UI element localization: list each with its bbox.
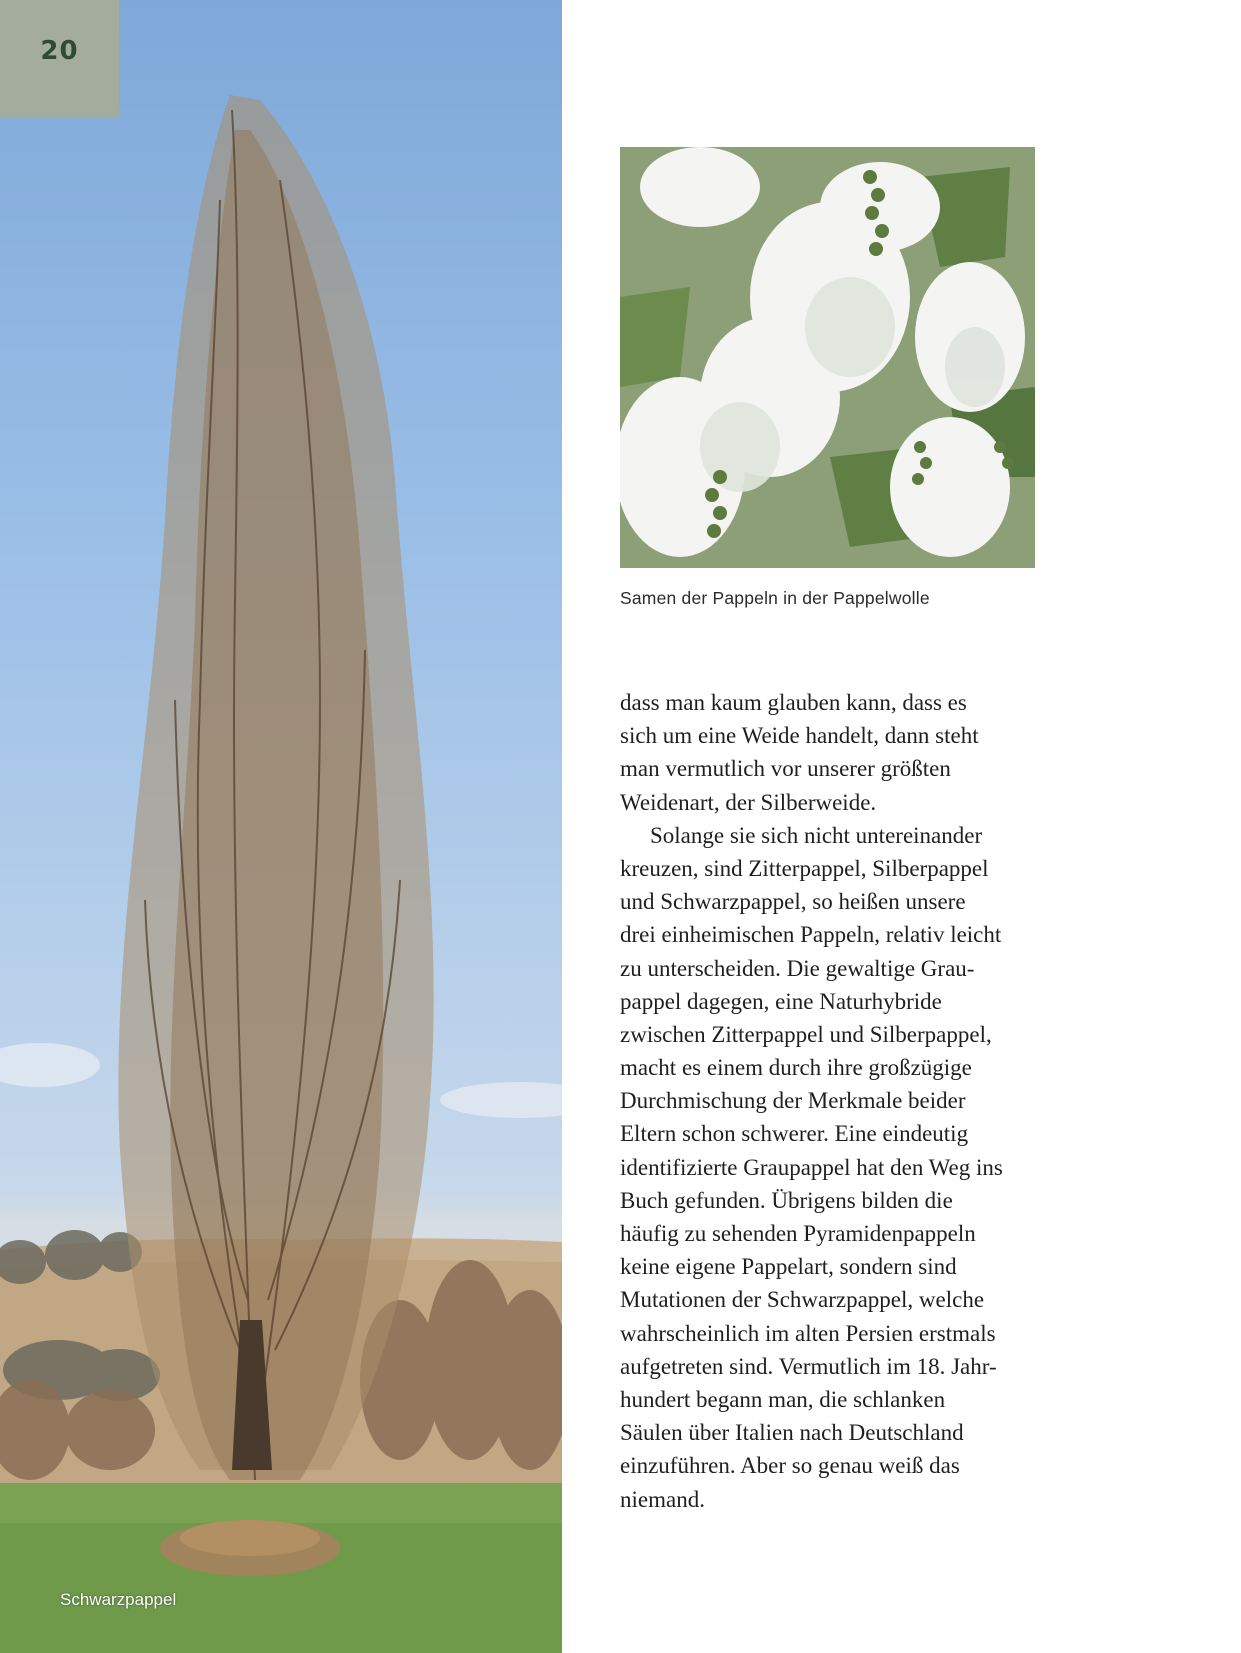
text-line: einzuführen. Aber so genau weiß das <box>620 1453 960 1479</box>
text-line: macht es einem durch ihre großzügige <box>620 1055 972 1081</box>
text-line: zwischen Zitterpappel und Silberpappel, <box>620 1021 992 1047</box>
text-line: kreuzen, sind Zitterpappel, Silberpappel <box>620 855 989 881</box>
left-photo-caption: Schwarzpappel <box>60 1590 177 1609</box>
text-line: hundert begann man, die schlanken <box>620 1386 946 1412</box>
text-line: aufgetreten sind. Vermutlich im 18. Jahr- <box>620 1353 997 1379</box>
text-line: drei einheimischen Pappeln, relativ leicht <box>620 922 1002 948</box>
text-line: Säulen über Italien nach Deutschland <box>620 1420 964 1446</box>
text-line-paragraph-start: Solange sie sich nicht untereinander <box>650 822 983 848</box>
right-photo-caption: Samen der Pappeln in der Pappelwolle <box>620 588 930 608</box>
text-line: und Schwarzpappel, so heißen unsere <box>620 889 966 915</box>
text-line: dass man kaum glauben kann, dass es <box>620 690 967 715</box>
body-text <box>620 686 1050 1516</box>
text-line: man vermutlich vor unserer größten <box>620 756 951 782</box>
text-line: zu unterscheiden. Die gewaltige Grau- <box>620 955 975 981</box>
text-line: häufig zu sehenden Pyramidenpappeln <box>620 1221 976 1246</box>
text-line: sich um eine Weide handelt, dann steht <box>620 723 979 749</box>
text-line: wahrscheinlich im alten Persien erstmals <box>620 1320 996 1346</box>
pappelwolle-photo <box>620 147 1035 568</box>
page-number-tab <box>0 0 119 117</box>
text-line: identifizierte Graupappel hat den Weg ins <box>620 1154 1003 1180</box>
poplar-seeds-illustration <box>620 147 1035 568</box>
text-line: pappel dagegen, eine Naturhybride <box>620 988 942 1014</box>
text-line: keine eigene Pappelart, sondern sind <box>620 1254 957 1280</box>
text-line: niemand. <box>620 1486 705 1512</box>
text-line: Mutationen der Schwarzpappel, welche <box>620 1287 985 1313</box>
schwarzpappel-photo <box>0 0 562 1653</box>
text-line: Buch gefunden. Übrigens bilden die <box>620 1187 953 1213</box>
poplar-tree-illustration <box>0 0 562 1653</box>
text-line: Weidenart, der Silberweide. <box>620 789 877 815</box>
page-number: 20 <box>40 36 79 66</box>
text-line: Eltern schon schwerer. Eine eindeutig <box>620 1121 969 1147</box>
text-line: Durchmischung der Merkmale beider <box>620 1088 966 1114</box>
